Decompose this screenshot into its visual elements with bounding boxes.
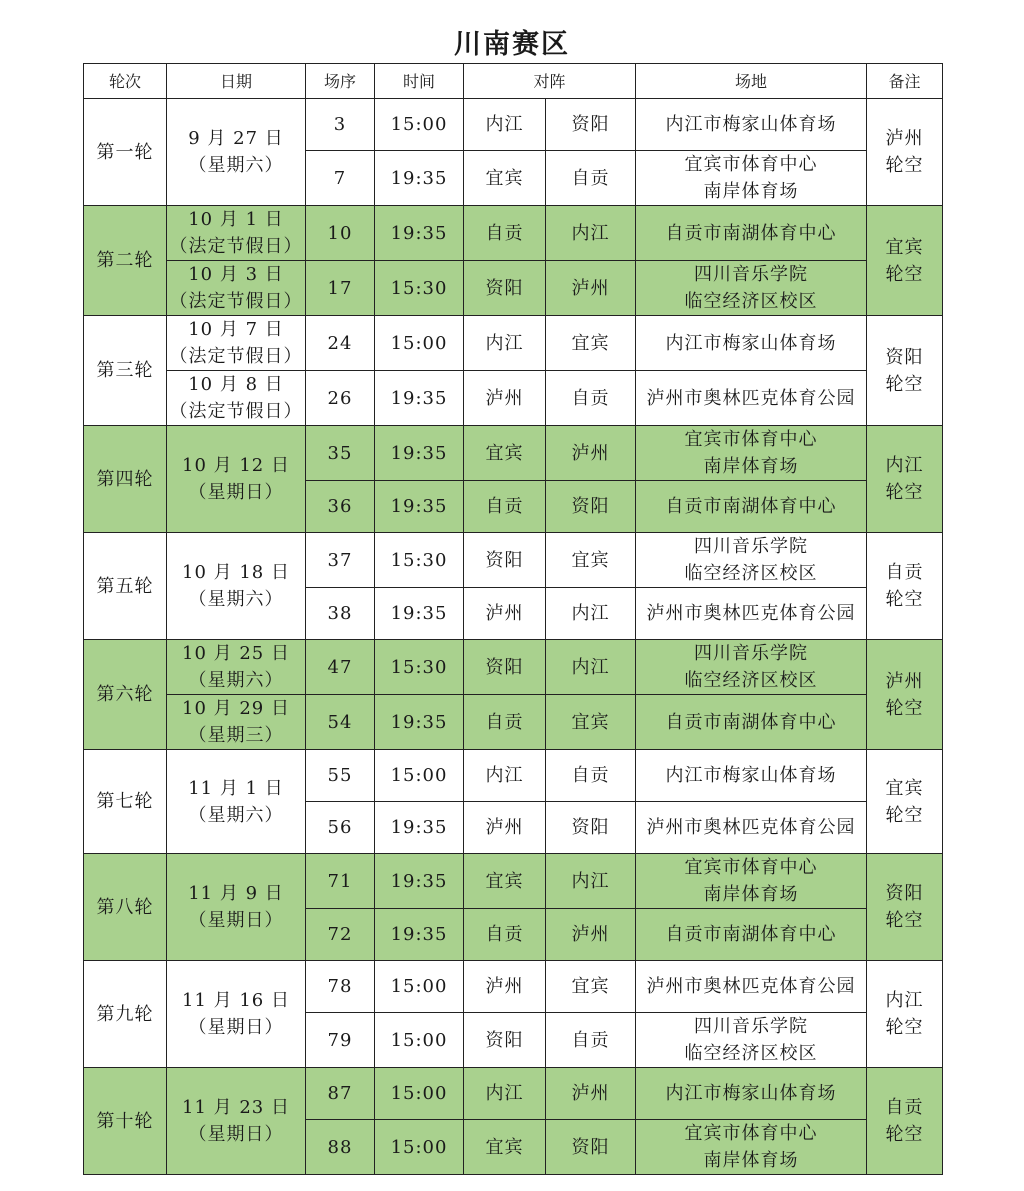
match-number-cell: 78 [306, 961, 375, 1013]
table-row [84, 854, 943, 909]
match-number-cell: 71 [306, 854, 375, 909]
note-cell [867, 750, 943, 854]
time-cell: 19:35 [375, 371, 464, 426]
match-number-cell: 17 [306, 261, 375, 316]
venue-line: 四川音乐学院 [694, 1016, 809, 1037]
note-line: 轮空 [885, 697, 924, 719]
date-line: 9 月 27 日 [188, 128, 284, 149]
note-line: 资阳 [885, 346, 924, 368]
venue-cell [636, 961, 867, 1013]
home-team-cell: 泸州 [464, 961, 546, 1013]
away-team-cell: 宜宾 [546, 961, 636, 1013]
away-team-cell: 资阳 [546, 481, 636, 533]
venue-line: 四川音乐学院 [694, 643, 809, 664]
round-cell: 第四轮 [84, 426, 167, 533]
home-team-cell: 宜宾 [464, 426, 546, 481]
venue-line: 自贡市南湖体育中心 [665, 496, 837, 517]
note-cell [867, 640, 943, 750]
round-cell: 第十轮 [84, 1068, 167, 1175]
time-cell: 19:35 [375, 695, 464, 750]
time-cell: 15:00 [375, 1068, 464, 1120]
venue-cell [636, 316, 867, 371]
venue-cell [636, 802, 867, 854]
table-row [84, 316, 943, 371]
date-cell [167, 261, 306, 316]
match-number-cell: 72 [306, 909, 375, 961]
time-cell: 15:00 [375, 1013, 464, 1068]
header-time: 时间 [375, 64, 464, 99]
note-line: 泸州 [885, 128, 924, 149]
match-number-cell: 56 [306, 802, 375, 854]
date-cell [167, 961, 306, 1068]
away-team-cell: 泸州 [546, 909, 636, 961]
header-row [84, 64, 943, 99]
date-line: 10 月 8 日 [188, 374, 284, 395]
match-number-cell: 36 [306, 481, 375, 533]
date-line: （法定节假日） [169, 346, 303, 367]
away-team-cell: 自贡 [546, 1013, 636, 1068]
date-line: （星期日） [188, 910, 284, 931]
round-cell: 第二轮 [84, 206, 167, 316]
home-team-cell: 泸州 [464, 371, 546, 426]
match-number-cell: 10 [306, 206, 375, 261]
home-team-cell: 自贡 [464, 206, 546, 261]
table-row [84, 750, 943, 802]
note-line: 轮空 [885, 263, 924, 285]
table-row [84, 640, 943, 695]
date-cell [167, 316, 306, 371]
match-number-cell: 7 [306, 151, 375, 206]
home-team-cell: 资阳 [464, 640, 546, 695]
venue-line: 宜宾市体育中心 [684, 429, 818, 450]
away-team-cell: 泸州 [546, 1068, 636, 1120]
match-number-cell: 26 [306, 371, 375, 426]
time-cell: 15:00 [375, 1120, 464, 1175]
date-cell [167, 640, 306, 695]
venue-line: 内江市梅家山体育场 [665, 332, 837, 354]
date-line: （法定节假日） [169, 401, 303, 422]
note-cell [867, 316, 943, 426]
venue-cell [636, 371, 867, 426]
home-team-cell: 资阳 [464, 533, 546, 588]
table-row [84, 206, 943, 261]
date-line: （星期日） [188, 1124, 284, 1145]
venue-cell [636, 426, 867, 481]
round-cell: 第九轮 [84, 961, 167, 1068]
time-cell: 19:35 [375, 481, 464, 533]
venue-line: 泸州市奥林匹克体育公园 [646, 387, 856, 409]
time-cell: 15:00 [375, 750, 464, 802]
round-cell: 第八轮 [84, 854, 167, 961]
header-round: 轮次 [84, 64, 167, 99]
round-cell: 第三轮 [84, 316, 167, 426]
note-cell [867, 533, 943, 640]
venue-line: 南岸体育场 [703, 456, 799, 477]
date-line: 10 月 29 日 [182, 698, 290, 719]
match-number-cell: 87 [306, 1068, 375, 1120]
venue-cell [636, 1068, 867, 1120]
note-line: 资阳 [885, 883, 924, 904]
time-cell: 19:35 [375, 426, 464, 481]
away-team-cell: 资阳 [546, 1120, 636, 1175]
venue-cell [636, 99, 867, 151]
match-number-cell: 38 [306, 588, 375, 640]
time-cell: 19:35 [375, 802, 464, 854]
time-cell: 15:30 [375, 261, 464, 316]
date-cell [167, 371, 306, 426]
venue-line: 四川音乐学院 [694, 536, 809, 557]
away-team-cell: 自贡 [546, 750, 636, 802]
venue-line: 临空经济区校区 [684, 563, 818, 584]
date-cell [167, 99, 306, 206]
home-team-cell: 泸州 [464, 588, 546, 640]
away-team-cell: 资阳 [546, 99, 636, 151]
note-line: 轮空 [885, 589, 924, 610]
note-line: 内江 [885, 455, 924, 476]
away-team-cell: 自贡 [546, 371, 636, 426]
venue-cell [636, 261, 867, 316]
note-cell [867, 961, 943, 1068]
table-row [84, 426, 943, 481]
away-team-cell: 泸州 [546, 426, 636, 481]
note-cell [867, 99, 943, 206]
note-line: 轮空 [885, 482, 924, 503]
time-cell: 15:00 [375, 316, 464, 371]
date-line: 11 月 1 日 [188, 777, 284, 799]
round-cell: 第一轮 [84, 99, 167, 206]
home-team-cell: 宜宾 [464, 854, 546, 909]
home-team-cell: 内江 [464, 316, 546, 371]
schedule-table [83, 63, 943, 1175]
venue-cell [636, 1120, 867, 1175]
match-number-cell: 24 [306, 316, 375, 371]
table-row [84, 371, 943, 426]
round-cell: 第五轮 [84, 533, 167, 640]
away-team-cell: 内江 [546, 640, 636, 695]
venue-line: 临空经济区校区 [684, 291, 818, 312]
venue-line: 自贡市南湖体育中心 [665, 222, 837, 244]
away-team-cell: 内江 [546, 854, 636, 909]
venue-line: 内江市梅家山体育场 [665, 765, 837, 786]
date-cell [167, 426, 306, 533]
match-number-cell: 55 [306, 750, 375, 802]
venue-line: 南岸体育场 [703, 1150, 799, 1171]
venue-cell [636, 909, 867, 961]
note-line: 内江 [885, 990, 924, 1011]
home-team-cell: 自贡 [464, 909, 546, 961]
date-line: （星期三） [188, 725, 284, 746]
time-cell: 19:35 [375, 854, 464, 909]
away-team-cell: 宜宾 [546, 695, 636, 750]
venue-cell [636, 588, 867, 640]
venue-line: 泸州市奥林匹克体育公园 [646, 817, 856, 838]
time-cell: 19:35 [375, 206, 464, 261]
table-row [84, 1068, 943, 1120]
venue-line: 南岸体育场 [703, 884, 799, 905]
table-row [84, 961, 943, 1013]
date-cell [167, 750, 306, 854]
home-team-cell: 内江 [464, 750, 546, 802]
time-cell: 15:00 [375, 99, 464, 151]
away-team-cell: 资阳 [546, 802, 636, 854]
match-number-cell: 3 [306, 99, 375, 151]
home-team-cell: 自贡 [464, 695, 546, 750]
match-number-cell: 54 [306, 695, 375, 750]
home-team-cell: 内江 [464, 1068, 546, 1120]
note-line: 轮空 [885, 155, 924, 176]
date-line: 10 月 25 日 [182, 643, 290, 664]
venue-cell [636, 854, 867, 909]
venue-cell [636, 695, 867, 750]
time-cell: 15:30 [375, 533, 464, 588]
date-line: 10 月 1 日 [188, 209, 284, 230]
note-cell [867, 206, 943, 316]
venue-line: 宜宾市体育中心 [684, 857, 818, 878]
note-line: 轮空 [885, 910, 924, 931]
home-team-cell: 内江 [464, 99, 546, 151]
note-line: 自贡 [885, 1097, 924, 1118]
home-team-cell: 宜宾 [464, 1120, 546, 1175]
note-line: 轮空 [885, 1124, 924, 1145]
note-line: 泸州 [885, 670, 924, 692]
match-number-cell: 35 [306, 426, 375, 481]
venue-line: 临空经济区校区 [684, 1043, 818, 1064]
match-number-cell: 79 [306, 1013, 375, 1068]
header-matchup: 对阵 [464, 64, 636, 99]
header-note: 备注 [867, 64, 943, 99]
venue-cell [636, 640, 867, 695]
header-match-number: 场序 [306, 64, 375, 99]
note-line: 轮空 [885, 373, 924, 395]
venue-line: 四川音乐学院 [694, 264, 809, 285]
venue-cell [636, 1013, 867, 1068]
round-cell: 第六轮 [84, 640, 167, 750]
note-cell [867, 1068, 943, 1175]
table-row [84, 533, 943, 588]
match-number-cell: 47 [306, 640, 375, 695]
table-row [84, 261, 943, 316]
date-line: 10 月 7 日 [188, 319, 284, 340]
away-team-cell: 宜宾 [546, 533, 636, 588]
venue-cell [636, 206, 867, 261]
venue-cell [636, 750, 867, 802]
match-number-cell: 88 [306, 1120, 375, 1175]
table-row [84, 99, 943, 151]
away-team-cell: 内江 [546, 588, 636, 640]
note-line: 宜宾 [885, 236, 924, 258]
date-line: 11 月 16 日 [182, 990, 290, 1011]
venue-line: 宜宾市体育中心 [684, 1123, 818, 1144]
time-cell: 15:30 [375, 640, 464, 695]
date-cell [167, 695, 306, 750]
note-cell [867, 854, 943, 961]
venue-cell [636, 533, 867, 588]
venue-line: 自贡市南湖体育中心 [665, 924, 837, 945]
time-cell: 19:35 [375, 909, 464, 961]
round-cell: 第七轮 [84, 750, 167, 854]
table-row [84, 695, 943, 750]
date-line: 10 月 12 日 [182, 455, 290, 476]
date-line: 11 月 23 日 [182, 1097, 290, 1118]
note-line: 轮空 [885, 804, 924, 826]
date-cell [167, 533, 306, 640]
venue-line: 内江市梅家山体育场 [665, 1083, 837, 1104]
date-cell [167, 1068, 306, 1175]
date-line: （星期六） [188, 155, 284, 176]
venue-cell [636, 481, 867, 533]
venue-line: 泸州市奥林匹克体育公园 [646, 603, 856, 624]
match-number-cell: 37 [306, 533, 375, 588]
home-team-cell: 自贡 [464, 481, 546, 533]
header-date: 日期 [167, 64, 306, 99]
note-line: 宜宾 [885, 777, 924, 799]
venue-line: 临空经济区校区 [684, 670, 818, 691]
note-line: 轮空 [885, 1017, 924, 1038]
home-team-cell: 泸州 [464, 802, 546, 854]
away-team-cell: 泸州 [546, 261, 636, 316]
header-venue: 场地 [636, 64, 867, 99]
venue-line: 宜宾市体育中心 [684, 154, 818, 175]
schedule-body [84, 99, 943, 1175]
home-team-cell: 资阳 [464, 1013, 546, 1068]
venue-line: 内江市梅家山体育场 [665, 114, 837, 135]
date-line: 10 月 18 日 [182, 562, 290, 583]
date-line: （星期日） [188, 482, 284, 503]
home-team-cell: 宜宾 [464, 151, 546, 206]
venue-line: 自贡市南湖体育中心 [665, 711, 837, 733]
note-line: 自贡 [885, 562, 924, 583]
date-line: （法定节假日） [169, 236, 303, 257]
venue-cell [636, 151, 867, 206]
away-team-cell: 内江 [546, 206, 636, 261]
date-line: （法定节假日） [169, 291, 303, 312]
date-line: （星期日） [188, 1017, 284, 1038]
venue-line: 南岸体育场 [703, 181, 799, 202]
date-line: （星期六） [188, 804, 284, 826]
date-line: 11 月 9 日 [188, 883, 284, 904]
time-cell: 19:35 [375, 588, 464, 640]
home-team-cell: 资阳 [464, 261, 546, 316]
note-cell [867, 426, 943, 533]
date-line: 10 月 3 日 [188, 264, 284, 285]
away-team-cell: 自贡 [546, 151, 636, 206]
away-team-cell: 宜宾 [546, 316, 636, 371]
time-cell: 19:35 [375, 151, 464, 206]
date-line: （星期六） [188, 589, 284, 610]
time-cell: 15:00 [375, 961, 464, 1013]
date-cell [167, 854, 306, 961]
date-cell [167, 206, 306, 261]
date-line: （星期六） [188, 670, 284, 691]
page-title: 川南赛区 [454, 29, 570, 60]
venue-line: 泸州市奥林匹克体育公园 [646, 976, 856, 997]
